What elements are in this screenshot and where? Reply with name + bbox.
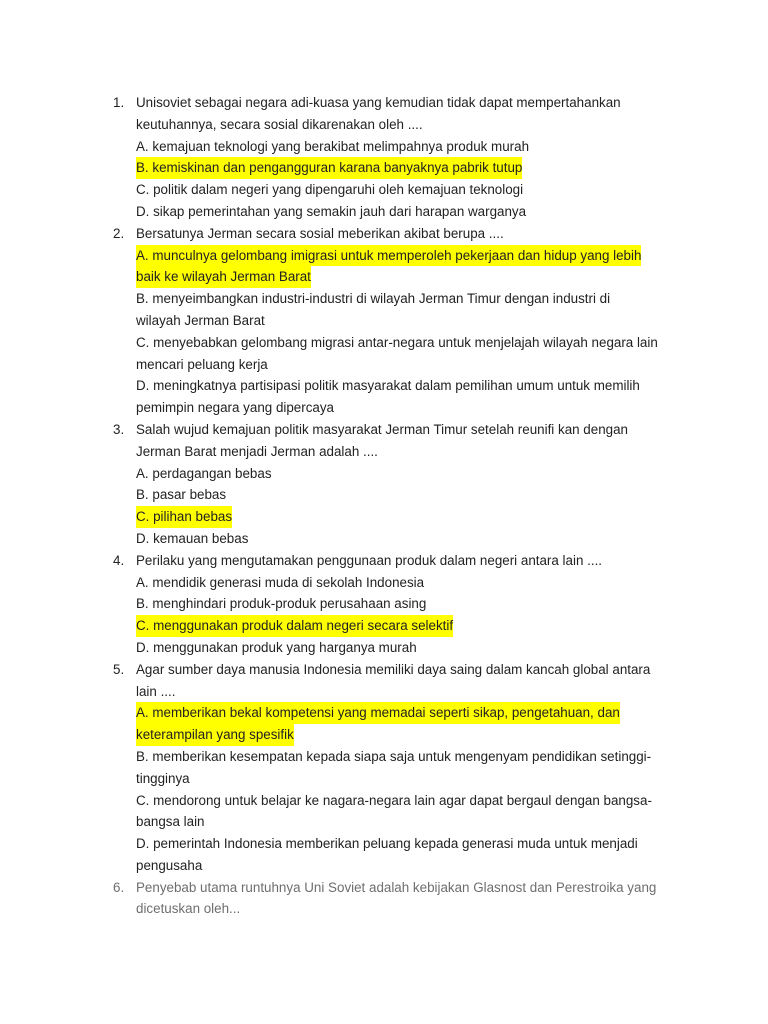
question-stem: Unisoviet sebagai negara adi-kuasa yang kemudian tidak dapat mempertahankan bbox=[136, 95, 621, 110]
answer-option: A. kemajuan teknologi yang berakibat melimpahnya produk murah bbox=[136, 138, 530, 154]
question-stem: Jerman Barat menjadi Jerman adalah .... bbox=[136, 443, 378, 459]
answer-option-line bbox=[0, 179, 768, 201]
question-3 bbox=[0, 419, 768, 550]
answer-option-line bbox=[0, 201, 768, 223]
answer-option-line bbox=[0, 484, 768, 506]
answer-option-highlighted: B. kemiskinan dan pengangguran karana banyaknya pabrik tutup bbox=[136, 157, 522, 179]
question-number: 1. bbox=[113, 95, 125, 110]
answer-option-highlighted: A. munculnya gelombang imigrasi untuk memperoleh pekerjaan dan hidup yang lebih bbox=[136, 245, 641, 267]
question-stem-line bbox=[0, 92, 768, 114]
answer-option-highlighted-line bbox=[0, 506, 768, 528]
answer-option-line bbox=[0, 833, 768, 855]
answer-option: pemimpin negara yang dipercaya bbox=[136, 400, 335, 416]
question-number: 4. bbox=[113, 552, 125, 568]
answer-option: D. kemauan bebas bbox=[136, 530, 249, 546]
answer-option-highlighted-line bbox=[0, 157, 768, 179]
answer-option-highlighted: keterampilan yang spesifik bbox=[136, 724, 294, 746]
answer-option: C. politik dalam negeri yang dipengaruhi oleh kemajuan teknologi bbox=[136, 182, 524, 198]
answer-option-highlighted: baik ke wilayah Jerman Barat bbox=[136, 266, 311, 288]
answer-option-line bbox=[0, 332, 768, 354]
answer-option: tingginya bbox=[136, 770, 190, 786]
question-stem-line bbox=[0, 223, 768, 245]
answer-option-line bbox=[0, 528, 768, 550]
answer-option: C. menyebabkan gelombang migrasi antar-negara untuk menjelajah wilayah negara lain bbox=[136, 334, 658, 350]
answer-option-line bbox=[0, 572, 768, 594]
answer-option-highlighted: A. memberikan bekal kompetensi yang memadai seperti sikap, pengetahuan, dan bbox=[136, 702, 620, 724]
question-stem-line bbox=[0, 419, 768, 441]
question-stem: keutuhannya, secara sosial dikarenakan oleh .... bbox=[136, 116, 423, 132]
question-number: 2. bbox=[113, 225, 125, 241]
question-6 bbox=[0, 877, 768, 921]
answer-option-highlighted-line bbox=[0, 724, 768, 746]
answer-option-line bbox=[0, 790, 768, 812]
answer-option-highlighted-line bbox=[0, 615, 768, 637]
question-stem-line bbox=[0, 659, 768, 681]
answer-option-line bbox=[0, 288, 768, 310]
answer-option: mencari peluang kerja bbox=[136, 356, 268, 372]
answer-option-line bbox=[0, 310, 768, 332]
question-number: 6. bbox=[113, 879, 125, 895]
question-stem: Salah wujud kemajuan politik masyarakat Jerman Timur setelah reunifi kan dengan bbox=[136, 421, 628, 437]
question-4 bbox=[0, 550, 768, 659]
question-stem-line bbox=[0, 877, 768, 899]
answer-option-line bbox=[0, 375, 768, 397]
answer-option-line bbox=[0, 136, 768, 158]
question-stem-line bbox=[0, 550, 768, 572]
answer-option-highlighted: C. pilihan bebas bbox=[136, 506, 232, 528]
question-stem-line bbox=[0, 114, 768, 136]
question-list bbox=[0, 92, 768, 920]
answer-option: bangsa lain bbox=[136, 814, 205, 830]
question-stem-line bbox=[0, 898, 768, 920]
question-stem-line bbox=[0, 681, 768, 703]
answer-option: B. memberikan kesempatan kepada siapa saja untuk mengenyam pendidikan setinggi- bbox=[136, 748, 652, 764]
answer-option: B. menghindari produk-produk perusahaan asing bbox=[136, 596, 427, 612]
question-stem: Perilaku yang mengutamakan penggunaan produk dalam negeri antara lain .... bbox=[136, 552, 603, 568]
answer-option-line bbox=[0, 593, 768, 615]
answer-option-line bbox=[0, 354, 768, 376]
question-stem: Agar sumber daya manusia Indonesia memiliki daya saing dalam kancah global antara bbox=[136, 661, 651, 677]
question-stem: Bersatunya Jerman secara sosial meberikan akibat berupa .... bbox=[136, 225, 504, 241]
answer-option-line bbox=[0, 811, 768, 833]
answer-option-highlighted-line bbox=[0, 266, 768, 288]
question-number: 3. bbox=[113, 421, 125, 437]
question-2 bbox=[0, 223, 768, 419]
answer-option: C. mendorong untuk belajar ke nagara-negara lain agar dapat bergaul dengan bangsa- bbox=[136, 792, 652, 808]
answer-option-highlighted: C. menggunakan produk dalam negeri secara selektif bbox=[136, 615, 453, 637]
question-number: 5. bbox=[113, 661, 125, 677]
answer-option-line bbox=[0, 463, 768, 485]
answer-option: D. sikap pemerintahan yang semakin jauh dari harapan warganya bbox=[136, 203, 527, 219]
answer-option: D. pemerintah Indonesia memberikan peluang kepada generasi muda untuk menjadi bbox=[136, 836, 638, 852]
answer-option: wilayah Jerman Barat bbox=[136, 312, 265, 328]
answer-option: A. mendidik generasi muda di sekolah Indonesia bbox=[136, 574, 425, 590]
answer-option-line bbox=[0, 746, 768, 768]
answer-option-line bbox=[0, 637, 768, 659]
answer-option: B. menyeimbangkan industri-industri di wilayah Jerman Timur dengan industri di bbox=[136, 291, 611, 307]
answer-option: pengusaha bbox=[136, 857, 203, 873]
answer-option-line bbox=[0, 768, 768, 790]
answer-option-line bbox=[0, 855, 768, 877]
answer-option-line bbox=[0, 397, 768, 419]
answer-option-highlighted-line bbox=[0, 702, 768, 724]
question-stem-line bbox=[0, 441, 768, 463]
answer-option: D. meningkatnya partisipasi politik masyarakat dalam pemilihan umum untuk memilih bbox=[136, 378, 640, 394]
answer-option: D. menggunakan produk yang harganya murah bbox=[136, 639, 417, 655]
question-1 bbox=[0, 92, 768, 223]
question-stem: Penyebab utama runtuhnya Uni Soviet adalah kebijakan Glasnost dan Perestroika yang bbox=[136, 879, 657, 895]
question-stem: lain .... bbox=[136, 683, 176, 699]
question-stem: dicetuskan oleh... bbox=[136, 901, 241, 917]
answer-option: B. pasar bebas bbox=[136, 487, 227, 503]
question-5 bbox=[0, 659, 768, 877]
answer-option: A. perdagangan bebas bbox=[136, 465, 272, 481]
answer-option-highlighted-line bbox=[0, 245, 768, 267]
